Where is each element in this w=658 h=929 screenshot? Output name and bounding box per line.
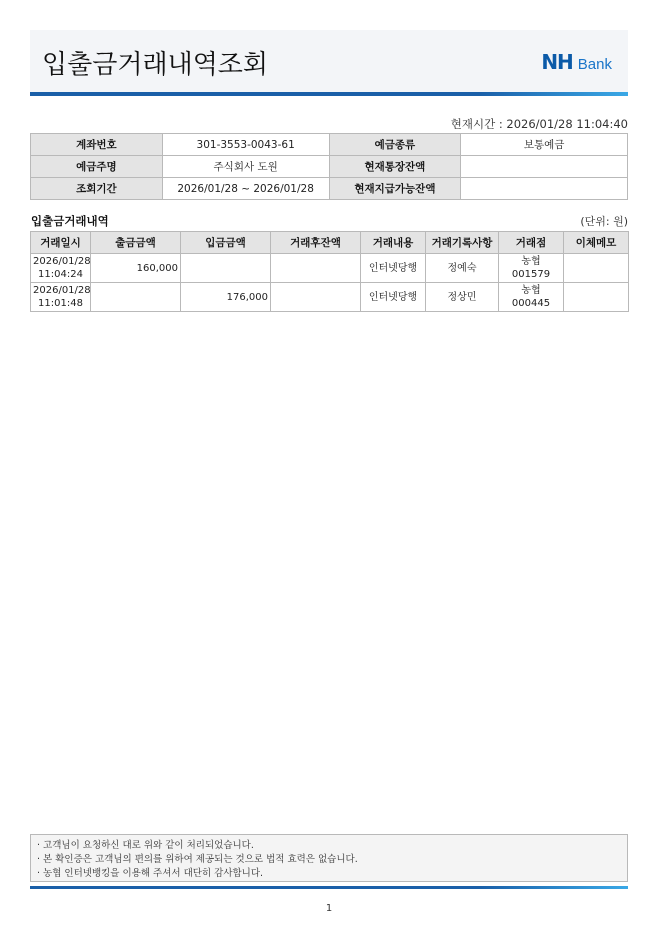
column-header-date: 거래일시: [31, 232, 91, 254]
column-header-withdraw: 출금금액: [91, 232, 181, 254]
unit-label: (단위: 원): [580, 215, 628, 228]
info-row: [31, 134, 628, 156]
cell-balance: [271, 254, 361, 283]
cell-content: 인터넷당행: [361, 283, 426, 312]
holder-label: 예금주명: [31, 156, 163, 178]
cell-branch: 농협 000445: [499, 283, 564, 312]
holder-value: 주식회사 도원: [162, 156, 329, 178]
column-header-content: 거래내용: [361, 232, 426, 254]
info-row: [31, 156, 628, 178]
table-header-row: [31, 232, 629, 254]
notice-line: · 고객님이 요청하신 대로 위와 같이 처리되었습니다.: [37, 840, 254, 851]
period-value: 2026/01/28 ~ 2026/01/28: [162, 178, 329, 200]
column-header-record: 거래기록사항: [426, 232, 499, 254]
cell-memo: [564, 254, 629, 283]
page-header: [30, 30, 628, 92]
cell-date: 2026/01/28: [33, 256, 91, 267]
account-info-table: [30, 133, 628, 200]
cell-balance: [271, 283, 361, 312]
column-header-balance: 거래후잔액: [271, 232, 361, 254]
column-header-deposit: 입금금액: [181, 232, 271, 254]
cell-branch: 농협 001579: [499, 254, 564, 283]
account-number-label: 계좌번호: [31, 134, 163, 156]
transaction-table: [30, 231, 629, 312]
cell-memo: [564, 283, 629, 312]
logo-bank-text: Bank: [577, 56, 612, 73]
available-balance-label: 현재지급가능잔액: [329, 178, 461, 200]
cell-date: 2026/01/28: [33, 285, 91, 296]
logo-nh-text: NH: [541, 50, 573, 74]
available-balance-value: [461, 178, 628, 200]
cell-time: 11:01:48: [38, 298, 83, 309]
section-title: 입출금거래내역: [31, 214, 109, 228]
notice-box: [30, 834, 628, 882]
cell-datetime: [31, 283, 91, 312]
deposit-type-label: 예금종류: [329, 134, 461, 156]
balance-label: 현재통장잔액: [329, 156, 461, 178]
current-time: 현재시간 : 2026/01/28 11:04:40: [450, 117, 628, 131]
cell-record: 정예숙: [426, 254, 499, 283]
page-title: 입출금거래내역조회: [42, 50, 269, 80]
table-row: [31, 254, 629, 283]
cell-content: 인터넷당행: [361, 254, 426, 283]
nh-bank-logo: [541, 50, 612, 74]
cell-datetime: [31, 254, 91, 283]
column-header-memo: 이체메모: [564, 232, 629, 254]
cell-withdraw: 160,000: [91, 254, 181, 283]
period-label: 조회기간: [31, 178, 163, 200]
cell-deposit: [181, 254, 271, 283]
header-divider: [30, 92, 628, 96]
balance-value: [461, 156, 628, 178]
column-header-branch: 거래점: [499, 232, 564, 254]
cell-record: 정상민: [426, 283, 499, 312]
notice-line: · 농협 인터넷뱅킹을 이용해 주셔서 대단히 감사합니다.: [37, 868, 264, 879]
deposit-type-value: 보통예금: [461, 134, 628, 156]
table-row: [31, 283, 629, 312]
footer-divider: [30, 886, 628, 889]
info-row: [31, 178, 628, 200]
cell-deposit: 176,000: [181, 283, 271, 312]
account-number-value: 301-3553-0043-61: [162, 134, 329, 156]
page-number: 1: [325, 903, 333, 914]
cell-time: 11:04:24: [38, 269, 83, 280]
cell-withdraw: [91, 283, 181, 312]
notice-line: · 본 확인증은 고객님의 편의를 위하여 제공되는 것으로 법적 효력은 없습니다.: [37, 854, 358, 865]
